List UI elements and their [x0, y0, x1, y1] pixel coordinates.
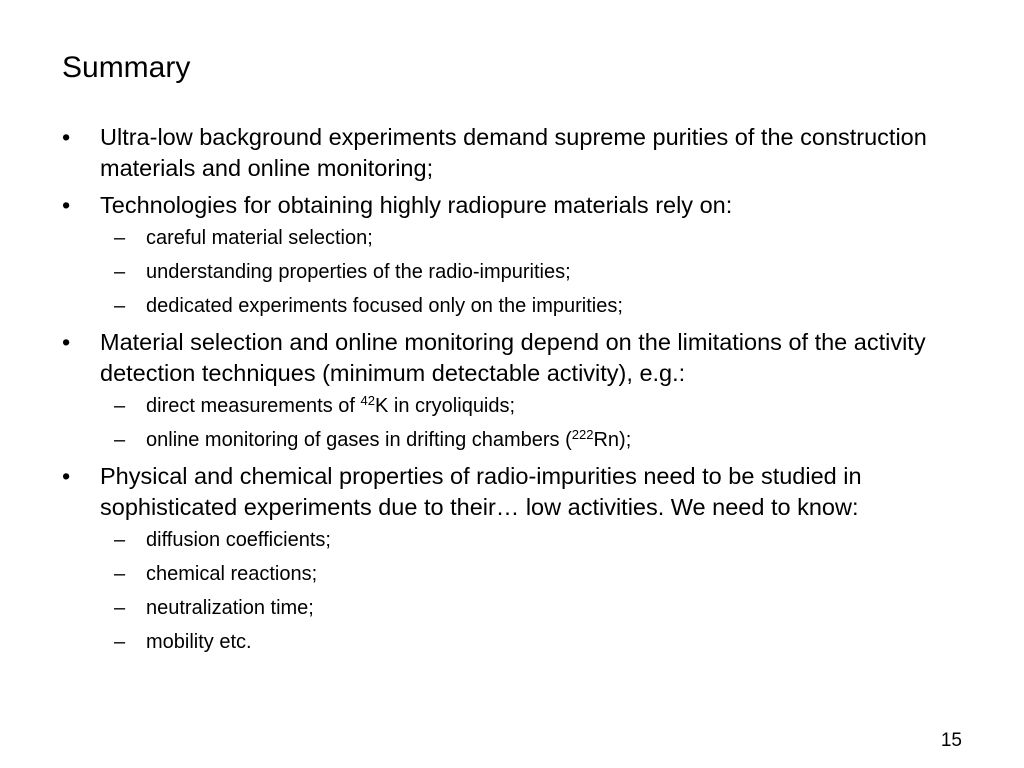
dash-marker: –: [114, 261, 126, 283]
sub-item-text: careful material selection;: [146, 227, 373, 249]
sub-item: [100, 225, 982, 251]
sub-item: [100, 595, 982, 621]
sub-item-text: understanding properties of the radio-impurities;: [146, 261, 571, 283]
dash-marker: –: [114, 563, 126, 585]
sub-item-text-before: online monitoring of gases in drifting chambers (: [146, 429, 572, 451]
sub-item: [100, 393, 982, 419]
sub-list: [100, 393, 982, 453]
dash-marker: –: [114, 395, 126, 417]
bullet-item: [62, 327, 982, 453]
sub-item-text: mobility etc.: [146, 631, 252, 653]
bullet-text: Physical and chemical properties of radio-impurities need to be studied in sophisticated experiments due to their… low activities. We need to know:: [100, 463, 862, 520]
sub-list: [100, 527, 982, 655]
sub-item-text: chemical reactions;: [146, 563, 318, 585]
bullet-item: [62, 190, 982, 319]
dash-marker: –: [114, 295, 126, 317]
dash-marker: –: [114, 227, 126, 249]
sub-item-text: diffusion coefficients;: [146, 529, 331, 551]
bullet-text: Material selection and online monitoring depend on the limitations of the activity detection techniques (minimum detectable activity), e.g.:: [100, 329, 926, 386]
bullet-item: [62, 122, 982, 184]
sub-item-text-after: Rn);: [593, 429, 632, 451]
sub-item-text: neutralization time;: [146, 597, 314, 619]
sub-item-text-after: K in cryoliquids;: [375, 395, 516, 417]
dash-marker: –: [114, 631, 126, 653]
bullet-text: Technologies for obtaining highly radiopure materials rely on:: [100, 192, 733, 218]
bullet-marker: •: [62, 124, 71, 150]
bullet-item: [62, 461, 982, 655]
sub-item: [100, 629, 982, 655]
sub-item-text-before: direct measurements of: [146, 395, 361, 417]
dash-marker: –: [114, 529, 126, 551]
bullet-list: [62, 122, 982, 663]
sub-item: [100, 259, 982, 285]
slide-title: Summary: [62, 51, 191, 84]
bullet-marker: •: [62, 192, 71, 218]
bullet-text: Ultra-low background experiments demand supreme purities of the construction materials and online monitoring;: [100, 124, 927, 181]
page-number: 15: [940, 730, 962, 751]
sub-item: [100, 293, 982, 319]
sub-list: [100, 225, 982, 319]
dash-marker: –: [114, 597, 126, 619]
isotope-mass-number: 42: [360, 393, 375, 408]
sub-item: [100, 427, 982, 453]
bullet-marker: •: [62, 463, 71, 489]
sub-item: [100, 527, 982, 553]
sub-item-text: dedicated experiments focused only on the impurities;: [146, 295, 623, 317]
sub-item: [100, 561, 982, 587]
bullet-marker: •: [62, 329, 71, 355]
isotope-mass-number: 222: [571, 427, 594, 442]
dash-marker: –: [114, 429, 126, 451]
